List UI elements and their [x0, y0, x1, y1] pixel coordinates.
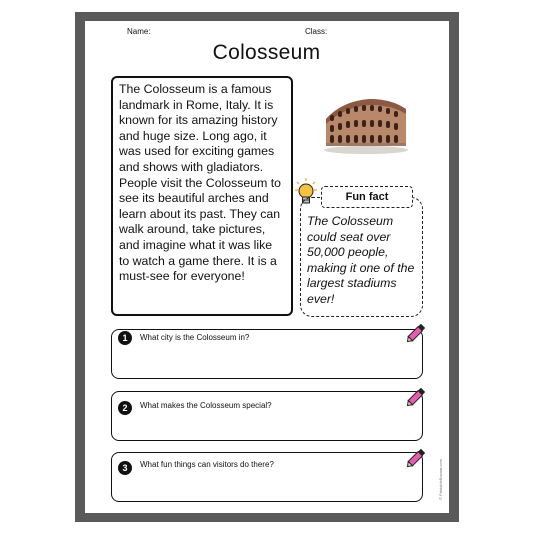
pencil-icon [404, 321, 428, 345]
reading-passage: The Colosseum is a famous landmark in Rome, Italy. It is known for its amazing history and huge size. Long ago, it was used for exciting games and shows with gladiators. People visit the Colosseum to see its beautiful arches and learn about its past. They can walk around, take pictures, and imagine what it was like to watch a game there. It is a must-see for everyone! [111, 76, 293, 316]
question-3-number: 3 [118, 461, 132, 475]
watermark: © PrintableBazaar.com [438, 459, 443, 500]
pencil-icon [404, 385, 428, 409]
name-label: Name: [127, 27, 151, 36]
question-1-number: 1 [118, 331, 132, 345]
question-2-number: 2 [118, 401, 132, 415]
page-title: Colosseum [212, 41, 321, 64]
question-3-text: What fun things can visitors do there? [140, 460, 274, 469]
fun-fact-text: The Colosseum could seat over 50,000 people, making it one of the largest stadiums ever! [307, 214, 415, 306]
colosseum-illustration [322, 93, 410, 155]
pencil-icon [404, 446, 428, 470]
fun-fact-title: Fun fact [321, 186, 413, 208]
question-2-text: What makes the Colosseum special? [140, 401, 272, 410]
question-2-answer-box[interactable] [111, 391, 423, 441]
question-1-text: What city is the Colosseum in? [140, 333, 250, 342]
class-label: Class: [305, 27, 328, 36]
